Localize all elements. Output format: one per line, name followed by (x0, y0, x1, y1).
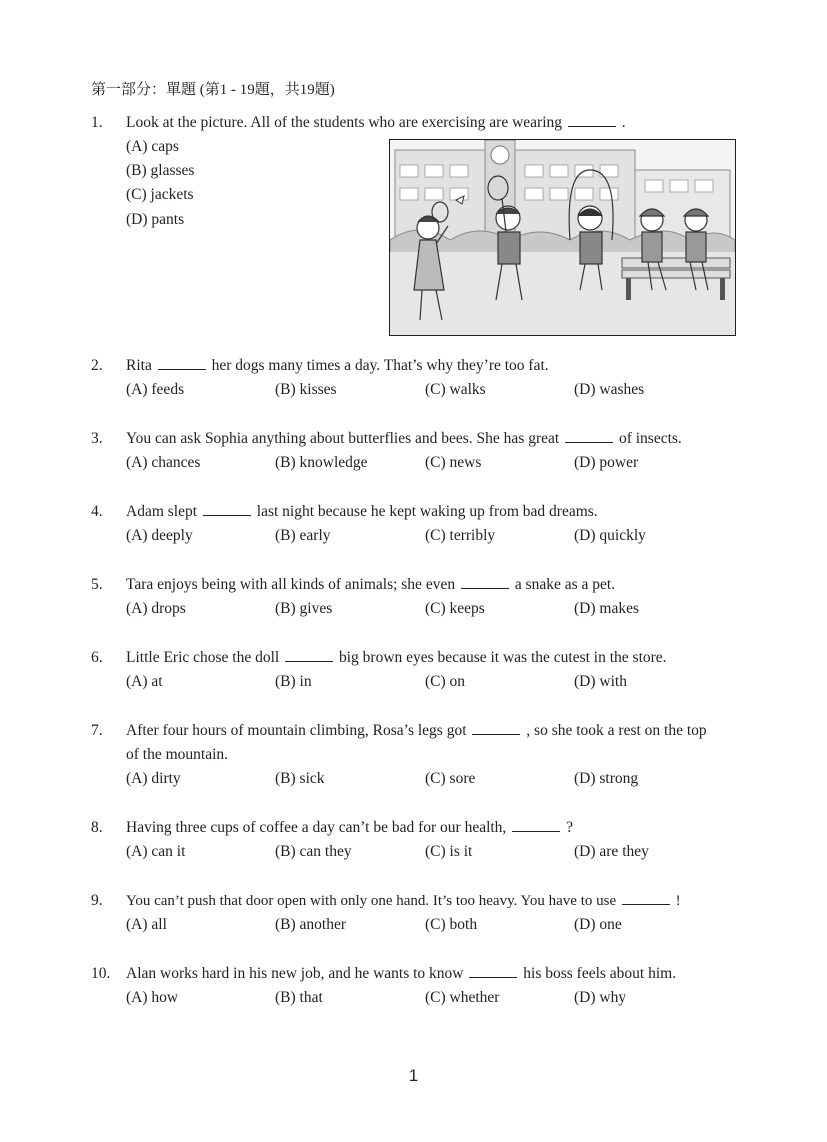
option-d[interactable]: (D) makes (574, 600, 639, 617)
question-number: 2. (91, 357, 103, 374)
question-text: After four hours of mountain climbing, Rosa’s legs got , so she took a rest on the top (126, 722, 707, 739)
question-text: You can ask Sophia anything about butterflies and bees. She has great of insects. (126, 430, 682, 447)
question-number: 7. (91, 722, 103, 739)
option-c[interactable]: (C) sore (425, 770, 476, 787)
option-b[interactable]: (B) can they (275, 843, 352, 860)
option-a[interactable]: (A) caps (126, 138, 179, 155)
option-d[interactable]: (D) washes (574, 381, 645, 398)
option-a[interactable]: (A) drops (126, 600, 186, 617)
page-number: 1 (408, 1066, 419, 1085)
option-d[interactable]: (D) strong (574, 770, 639, 787)
option-c[interactable]: (C) terribly (425, 527, 496, 544)
question-number: 8. (91, 819, 103, 836)
option-b[interactable]: (B) that (275, 989, 323, 1006)
option-d[interactable]: (D) are they (574, 843, 649, 860)
question-text: Little Eric chose the doll big brown eyes because it was the cutest in the store. (126, 649, 667, 666)
question-number: 9. (91, 892, 103, 909)
option-a[interactable]: (A) deeply (126, 527, 193, 544)
answer-blank (158, 357, 206, 370)
option-c[interactable]: (C) whether (425, 989, 500, 1006)
option-c[interactable]: (C) jackets (126, 186, 194, 203)
section-header: 第一部分：單題 (第1 - 19題，共19題) (91, 82, 335, 98)
option-b[interactable]: (B) another (275, 916, 347, 933)
question-text: Look at the picture. All of the students who are exercising are wearing . (126, 114, 626, 131)
option-a[interactable]: (A) how (126, 989, 179, 1006)
option-d[interactable]: (D) power (574, 454, 639, 471)
option-a[interactable]: (A) feeds (126, 381, 185, 398)
exercising-students-illustration (389, 139, 736, 336)
question-text: Alan works hard in his new job, and he wants to know his boss feels about him. (126, 965, 677, 982)
option-d[interactable]: (D) one (574, 916, 622, 933)
option-b[interactable]: (B) knowledge (275, 454, 368, 471)
option-b[interactable]: (B) early (275, 527, 331, 544)
question-number: 10. (91, 965, 111, 982)
option-c[interactable]: (C) keeps (425, 600, 485, 617)
option-d[interactable]: (D) with (574, 673, 627, 690)
option-c[interactable]: (C) news (425, 454, 482, 471)
option-c[interactable]: (C) walks (425, 381, 486, 398)
option-d[interactable]: (D) why (574, 989, 627, 1006)
question-text: You can’t push that door open with only one hand. It’s too heavy. You have to use ! (126, 893, 681, 909)
option-b[interactable]: (B) kisses (275, 381, 337, 398)
option-c[interactable]: (C) both (425, 916, 478, 933)
option-a[interactable]: (A) all (126, 916, 167, 933)
option-b[interactable]: (B) glasses (126, 162, 195, 179)
option-c[interactable]: (C) is it (425, 843, 473, 860)
option-a[interactable]: (A) at (126, 673, 163, 690)
question-text: Rita her dogs many times a day. That’s why they’re too fat. (126, 357, 549, 374)
answer-blank (472, 722, 520, 735)
question-number: 6. (91, 649, 103, 666)
question-text: Adam slept last night because he kept waking up from bad dreams. (126, 503, 598, 520)
answer-blank (285, 649, 333, 662)
option-a[interactable]: (A) chances (126, 454, 201, 471)
option-d[interactable]: (D) quickly (574, 527, 646, 544)
option-a[interactable]: (A) dirty (126, 770, 181, 787)
option-b[interactable]: (B) gives (275, 600, 333, 617)
option-b[interactable]: (B) in (275, 673, 312, 690)
option-b[interactable]: (B) sick (275, 770, 325, 787)
question-number: 3. (91, 430, 103, 447)
question-number: 1. (91, 114, 103, 131)
answer-blank (203, 503, 251, 516)
answer-blank (469, 965, 517, 978)
question-text: Having three cups of coffee a day can’t be bad for our health, ? (126, 819, 573, 836)
answer-blank (622, 892, 670, 905)
question-number: 5. (91, 576, 103, 593)
option-c[interactable]: (C) on (425, 673, 466, 690)
question-text-line-2: of the mountain. (126, 746, 229, 763)
question-text: Tara enjoys being with all kinds of animals; she even a snake as a pet. (126, 576, 616, 593)
option-d[interactable]: (D) pants (126, 211, 185, 228)
question-number: 4. (91, 503, 103, 520)
answer-blank (461, 576, 509, 589)
answer-blank (565, 430, 613, 443)
option-a[interactable]: (A) can it (126, 843, 186, 860)
answer-blank (512, 819, 560, 832)
answer-blank (568, 114, 616, 127)
